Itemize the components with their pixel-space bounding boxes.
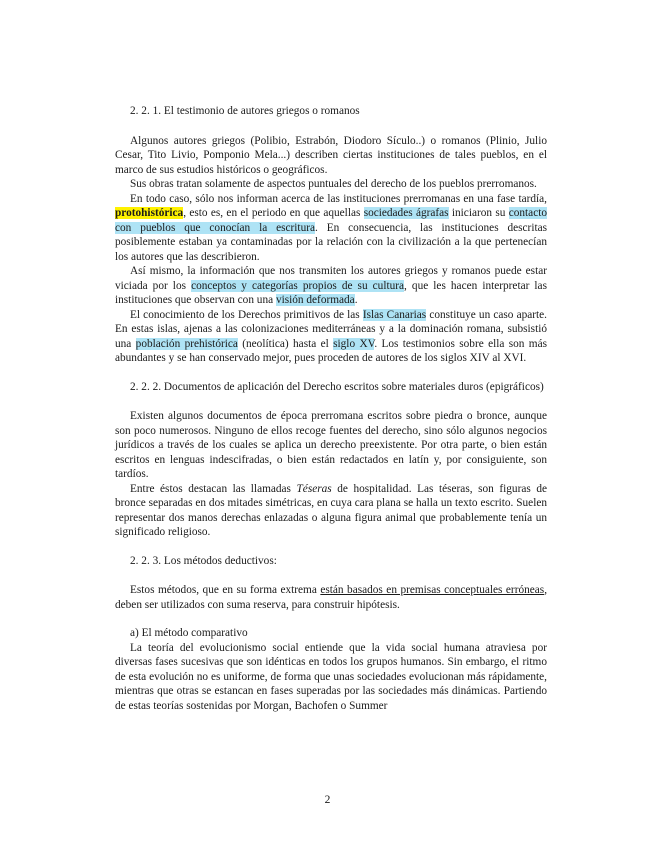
paragraph: Así mismo, la información que nos transmiten los autores griegos y romanos puede estar viciada por los conceptos y categorías propios de su cultura, que les hacen interpretar las instituciones que observan con una visión deformada. bbox=[115, 265, 547, 306]
highlight-blue: sociedades ágrafas bbox=[363, 207, 449, 219]
paragraph: El conocimiento de los Derechos primitivos de las Islas Canarias constituye un caso aparte. En estas islas, ajenas a las colonizaciones mediterráneas y a la dominación romana, subsistió una población prehistórica (neolítica) hasta el siglo XV. Los testimonios sobre ella son más abundantes y se han conservado mejor, pues proceden de autores de los siglos XIV al XVI. bbox=[115, 308, 547, 364]
section-heading-2-2-1: 2. 2. 1. El testimonio de autores griegos o romanos bbox=[130, 105, 360, 117]
section-heading-2-2-2: 2. 2. 2. Documentos de aplicación del Derecho escritos sobre materiales duros (epigráficos) bbox=[130, 380, 544, 393]
highlight-blue: siglo XV bbox=[333, 337, 375, 350]
emphasis-teseras: Téseras bbox=[296, 482, 332, 495]
paragraph: La teoría del evolucionismo social entiende que la vida social humana atraviesa por diversas fases sucesivas que son idénticas en todos los grupos humanos. Sin embargo, el ritmo de esta evolución no es uniforme, de forma que unas sociedades evolucionan más rápidamente, mientras que otras se estancan en fases superadas por las sociedades más dinámicas. Partiendo de estas teorías sostenidas por Morgan, Bachofen o Summer bbox=[115, 641, 547, 712]
paragraph: Estos métodos, que en su forma extrema están basados en premisas conceptuales erróneas, deben ser utilizados con suma reserva, para construir hipótesis. bbox=[115, 584, 548, 611]
document-body bbox=[115, 104, 547, 713]
paragraph: Algunos autores griegos (Polibio, Estrabón, Diodoro Sículo..) o romanos (Plinio, Julio Cesar, Tito Livio, Pomponio Mela...) describen ciertas instituciones de tales pueblos, en el marco de sus estudios históricos o geográficos. bbox=[115, 134, 547, 176]
highlight-blue: Islas Canarias bbox=[362, 308, 427, 321]
paragraph: Entre éstos destacan las llamadas Téseras de hospitalidad. Las téseras, son figuras de bronce separadas en dos mitades simétricas, en cuya cara plana se halla un texto escrito. Suelen representar dos manos derechas enlazadas o alguna figura animal que probablemente tenía un significado religioso. bbox=[115, 482, 547, 538]
highlight-blue: población prehistórica bbox=[135, 337, 238, 350]
highlight-blue: conceptos y categorías propios de su cultura bbox=[191, 279, 405, 292]
paragraph: Sus obras tratan solamente de aspectos puntuales del derecho de los pueblos prerromanos. bbox=[130, 178, 537, 190]
highlight-blue: visión deformada bbox=[275, 294, 355, 306]
underlined-text: están basados en premisas conceptuales erróneas bbox=[320, 584, 545, 596]
subheading-metodo-comparativo: a) El método comparativo bbox=[130, 627, 248, 639]
paragraph: Existen algunos documentos de época prerromana escritos sobre piedra o bronce, aunque son poco numerosos. Ninguno de ellos recoge fuentes del derecho, sino sólo algunos negocios jurídicos a través de los cuales se aplica un derecho preexistente. Por otra parte, o bien están escritos en lenguas indescifradas, o bien están redactados en latín y, por consiguiente, son tardíos. bbox=[115, 410, 547, 480]
page-number: 2 bbox=[324, 794, 331, 806]
highlight-yellow: protohistórica bbox=[115, 207, 184, 219]
paragraph: En todo caso, sólo nos informan acerca de las instituciones prerromanas en una fase tardía, protohistórica, esto es, en el periodo en que aquellas sociedades ágrafas iniciaron su contacto con pueblos que conocían la escritura. En consecuencia, las instituciones descritas posiblemente estaban ya contaminadas por la relación con la civilización a la que pertenecían los autores que las describieron. bbox=[115, 192, 548, 263]
section-heading-2-2-3: 2. 2. 3. Los métodos deductivos: bbox=[130, 554, 277, 567]
highlight-blue: contacto con pueblos que conocían la escritura bbox=[115, 207, 547, 234]
